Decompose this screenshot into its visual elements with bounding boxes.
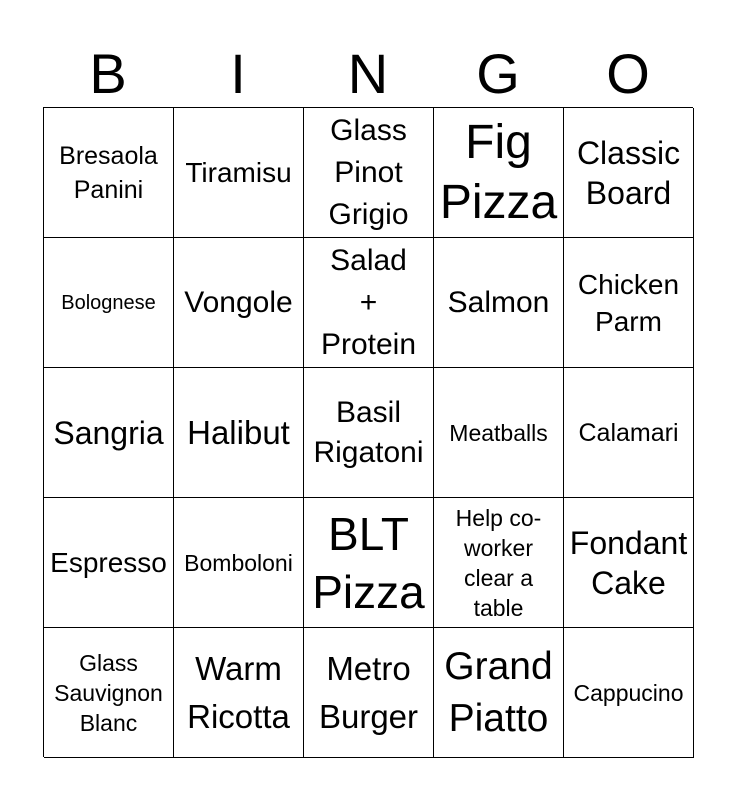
cell-text: Fondant Cake	[569, 524, 688, 601]
cell-text: Fig Pizza	[439, 115, 558, 229]
bingo-cell[interactable]	[434, 498, 564, 628]
bingo-cell[interactable]	[564, 108, 694, 238]
cell-text: BLT Pizza	[312, 507, 425, 618]
cell-text: Sangria	[53, 414, 164, 451]
bingo-cell[interactable]	[44, 108, 174, 238]
bingo-cell[interactable]	[44, 498, 174, 628]
bingo-board	[43, 107, 693, 757]
cell-text: Warm Ricotta	[187, 649, 290, 735]
bingo-cell[interactable]	[434, 108, 564, 238]
cell-text: Glass Sauvignon Blanc	[54, 649, 163, 736]
header-letter-g: G	[476, 42, 520, 105]
bingo-cell[interactable]	[304, 368, 434, 498]
bingo-cell[interactable]	[44, 368, 174, 498]
header-letter-n: N	[347, 42, 389, 105]
cell-text: Salmon	[447, 285, 550, 319]
cell-text: Espresso	[50, 547, 167, 578]
cell-text: Help co- worker clear a table	[455, 504, 542, 621]
cell-text: Glass Pinot Grigio	[328, 113, 409, 231]
bingo-cell[interactable]	[174, 108, 304, 238]
bingo-cell[interactable]	[174, 238, 304, 368]
bingo-cell[interactable]	[304, 238, 434, 368]
cell-text: Meatballs	[449, 419, 548, 446]
bingo-cell[interactable]	[174, 498, 304, 628]
bingo-cell[interactable]	[174, 368, 304, 498]
cell-text: Salad + Protein	[320, 243, 417, 361]
cell-text: Grand Piatto	[444, 644, 553, 740]
cell-text: Bomboloni	[184, 549, 293, 576]
bingo-cell[interactable]	[304, 108, 434, 238]
bingo-cell[interactable]	[434, 368, 564, 498]
header-letter-o: O	[606, 42, 650, 105]
cell-text: Classic Board	[576, 134, 681, 211]
cell-text: Metro Burger	[318, 649, 419, 735]
bingo-cell[interactable]	[434, 238, 564, 368]
bingo-cell[interactable]	[304, 628, 434, 758]
cell-text: Chicken Parm	[577, 268, 680, 337]
cell-text: Bolognese	[61, 291, 156, 314]
cell-text: Tiramisu	[185, 157, 292, 188]
cell-text: Basil Rigatoni	[313, 395, 424, 469]
cell-text: Vongole	[184, 285, 293, 319]
cell-text: Bresaola Panini	[59, 141, 158, 204]
cell-text: Halibut	[187, 413, 290, 451]
bingo-header	[43, 40, 693, 108]
cell-text: Cappucino	[573, 679, 684, 706]
bingo-cell[interactable]	[304, 498, 434, 628]
bingo-cell[interactable]	[44, 238, 174, 368]
header-letter-b: B	[89, 42, 127, 105]
bingo-cell[interactable]	[564, 368, 694, 498]
header-letter-i: I	[230, 42, 246, 105]
cell-text: Calamari	[578, 418, 679, 447]
bingo-cell[interactable]	[174, 628, 304, 758]
bingo-cell[interactable]	[564, 628, 694, 758]
bingo-cell[interactable]	[44, 628, 174, 758]
bingo-cell[interactable]	[434, 628, 564, 758]
bingo-cell[interactable]	[564, 498, 694, 628]
bingo-cell[interactable]	[564, 238, 694, 368]
